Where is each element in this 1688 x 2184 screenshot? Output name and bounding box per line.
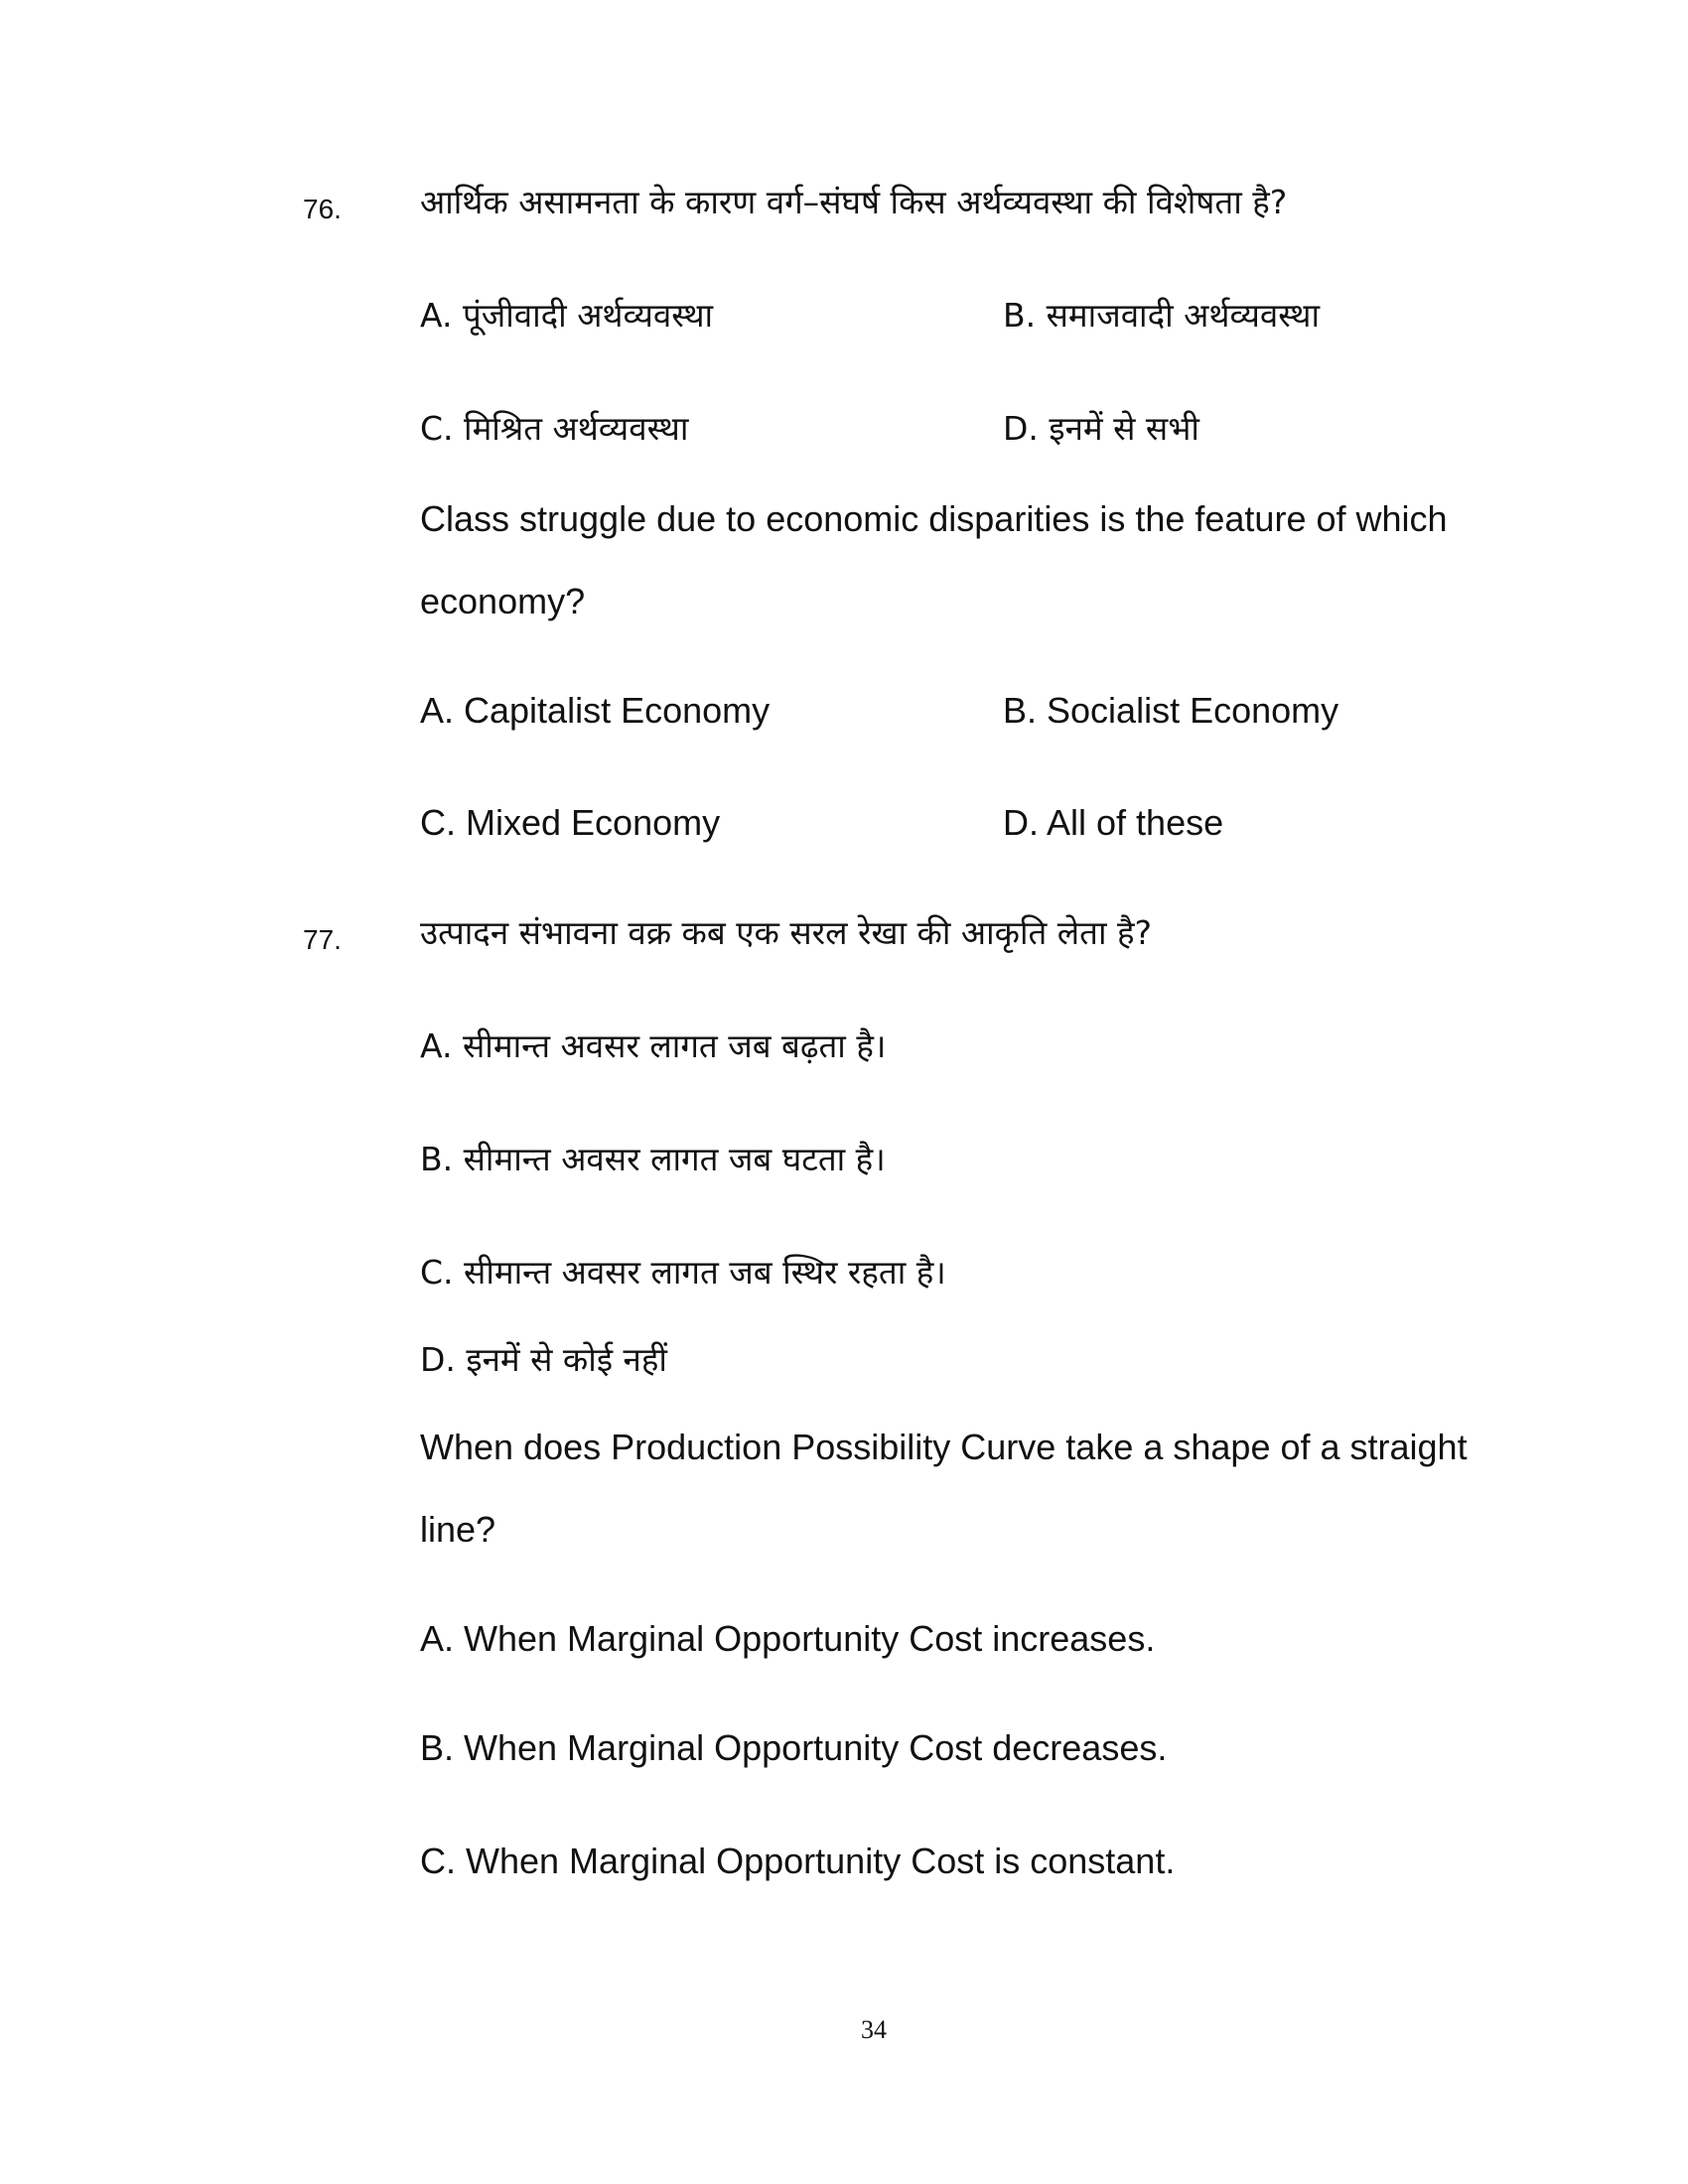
page-number: 34 [861,2015,887,2044]
option-c-english: C. When Marginal Opportunity Cost is constant. [420,1841,1176,1881]
question-text-hindi: उत्पादन संभावना वक्र कब एक सरल रेखा की आकृति लेता है? [420,913,1153,952]
option-a-hindi: A. पूंजीवादी अर्थव्यवस्था [420,296,714,335]
option-b-english: B. When Marginal Opportunity Cost decreases. [420,1727,1168,1768]
option-d-english: D. All of these [1003,802,1224,843]
option-b-english: B. Socialist Economy [1003,690,1339,731]
question-text-english: When does Production Possibility Curve take a shape of a straight [420,1427,1468,1467]
question-number: 76. [303,194,342,224]
option-c-hindi: C. सीमान्त अवसर लागत जब स्थिर रहता है। [420,1253,946,1292]
question-text-hindi: आर्थिक असामनता के कारण वर्ग–संघर्ष किस अर्थव्यवस्था की विशेषता है? [420,183,1288,221]
question-text-english-continued: economy? [420,581,586,621]
option-c-english: C. Mixed Economy [420,802,721,843]
question-text-english: Class struggle due to economic disparities is the feature of which [420,498,1448,539]
option-b-hindi: B. समाजवादी अर्थव्यवस्था [1003,296,1321,335]
option-a-hindi: A. सीमान्त अवसर लागत जब बढ़ता है। [420,1026,887,1065]
question-text-english-continued: line? [420,1509,496,1550]
option-b-hindi: B. सीमान्त अवसर लागत जब घटता है। [420,1140,886,1178]
option-d-hindi: D. इनमें से सभी [1003,409,1199,448]
question-number: 77. [303,924,342,955]
option-a-english: A. When Marginal Opportunity Cost increases. [420,1618,1156,1659]
option-d-hindi: D. इनमें से कोई नहीं [420,1340,667,1379]
option-a-english: A. Capitalist Economy [420,690,771,731]
option-c-hindi: C. मिश्रित अर्थव्यवस्था [420,409,689,448]
